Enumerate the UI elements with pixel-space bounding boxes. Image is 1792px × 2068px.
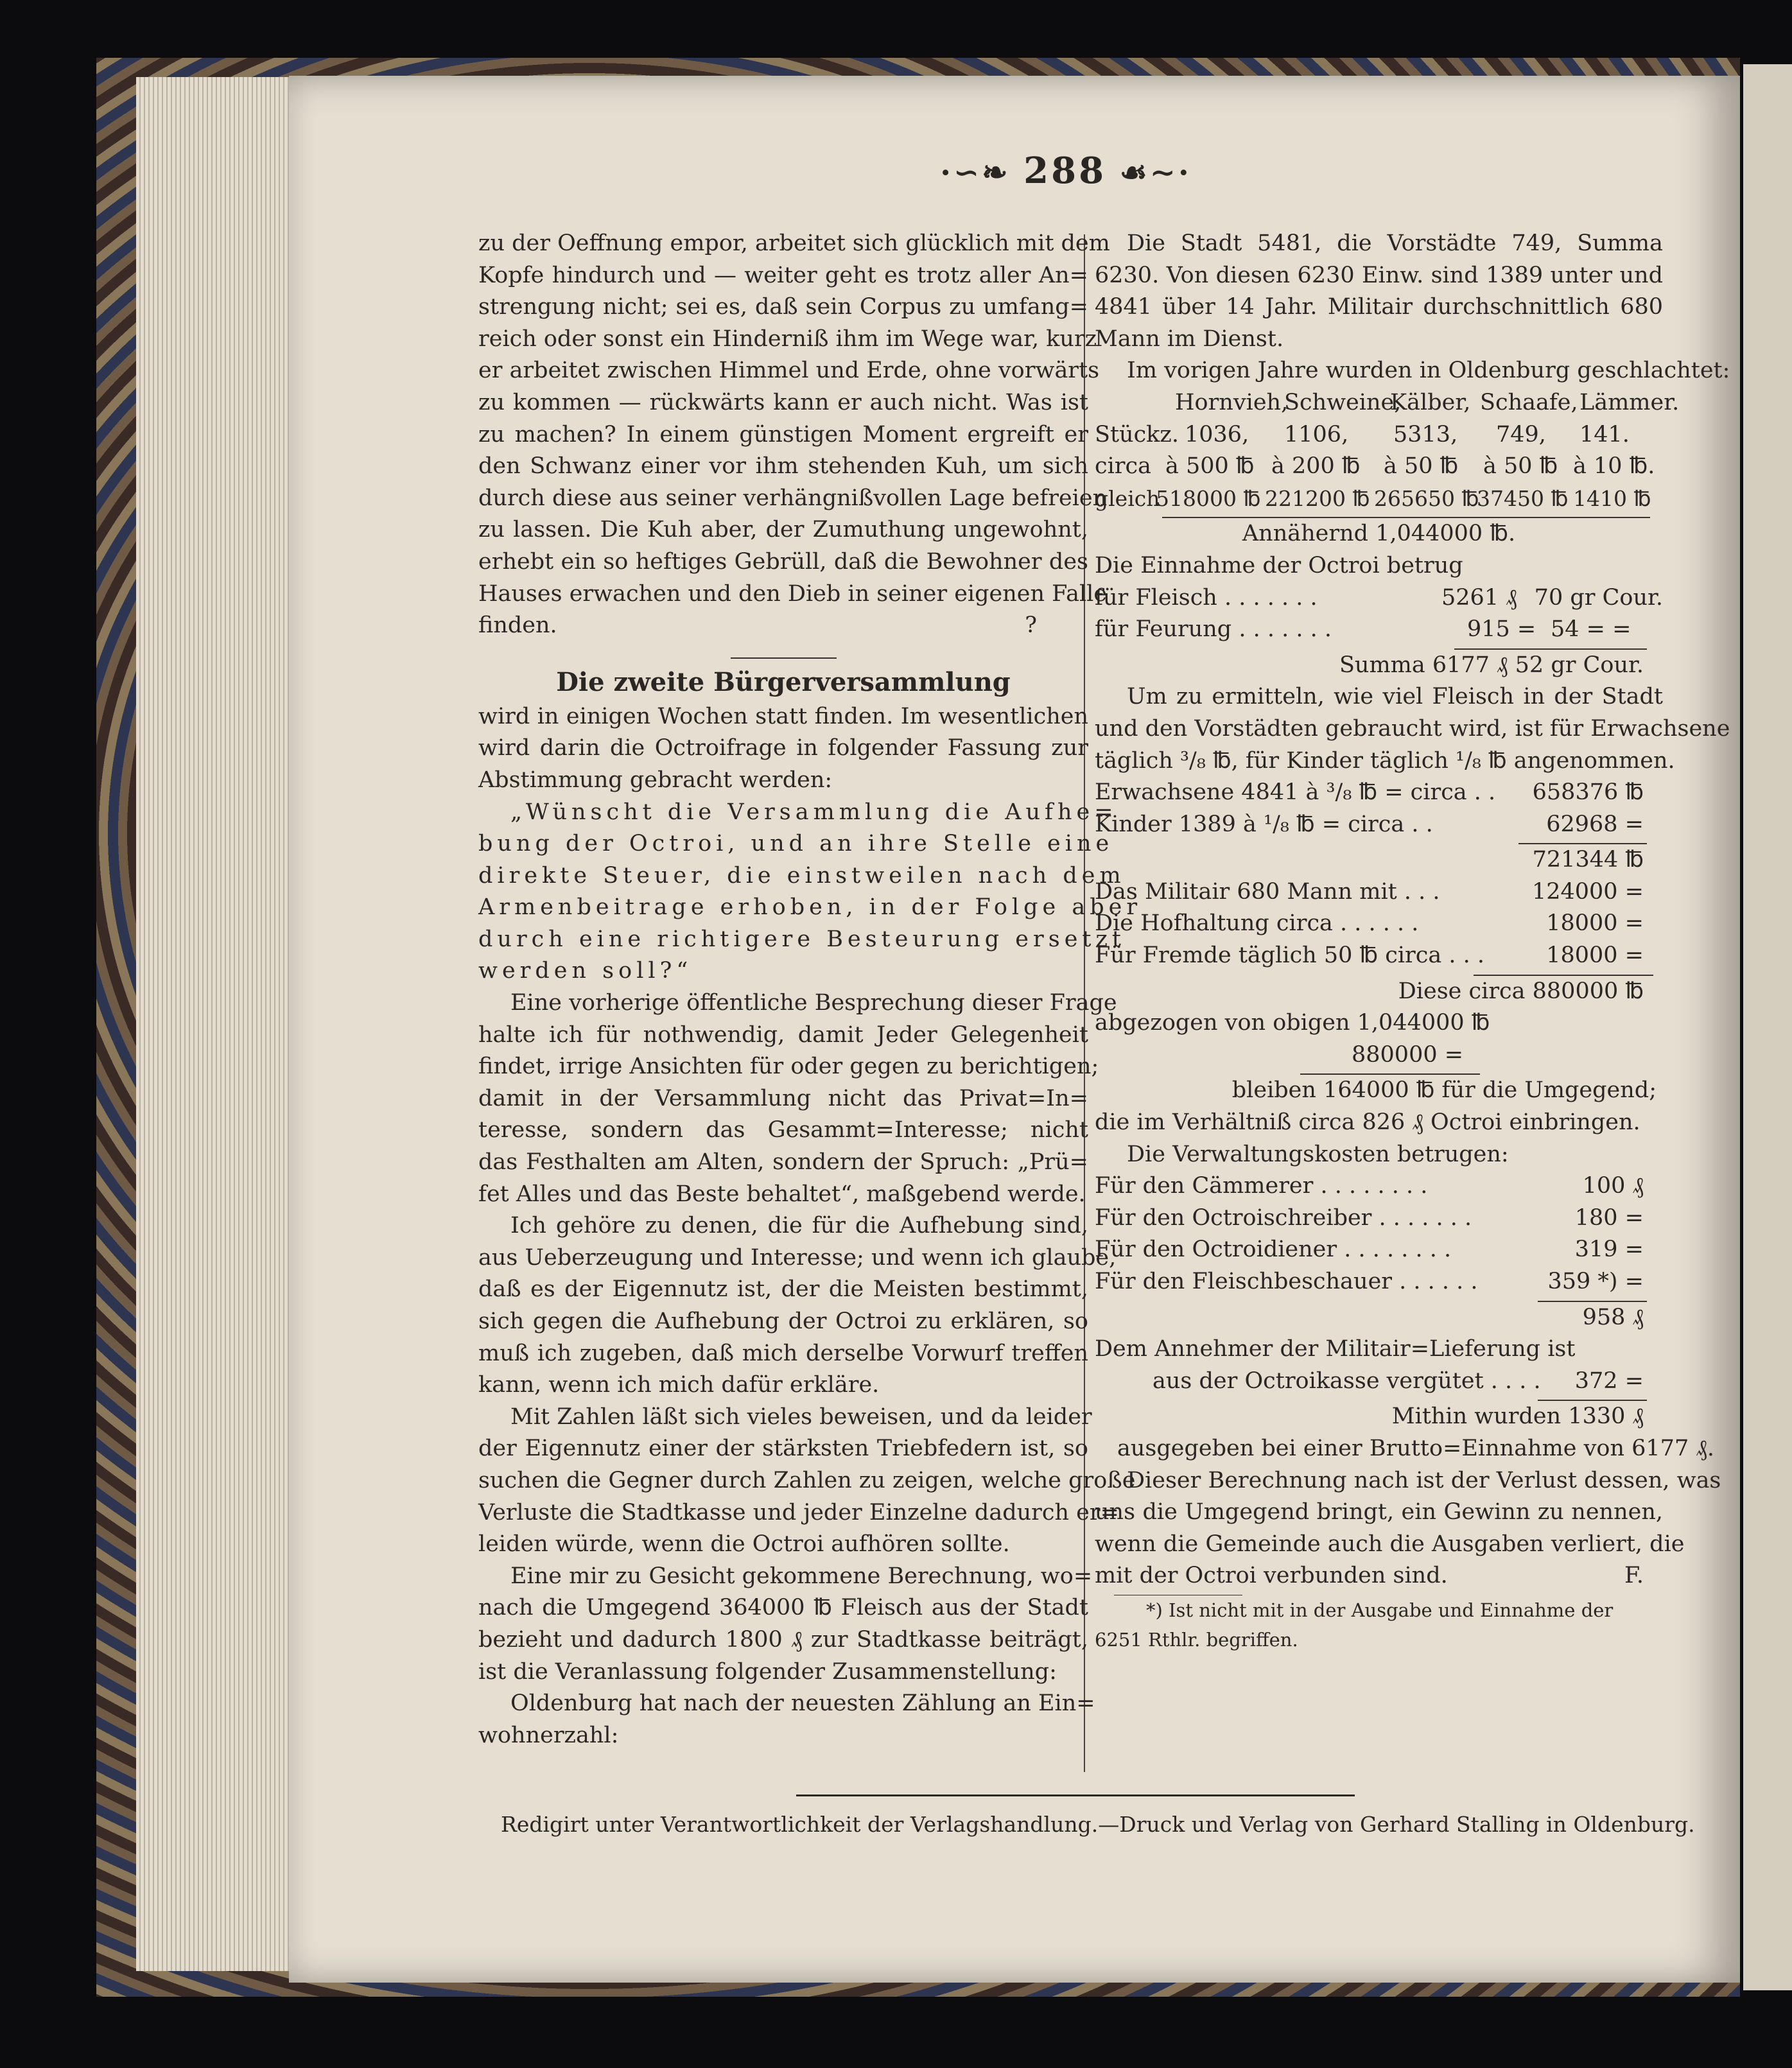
text-line: Die Stadt 5481, die Vorstädte 749, Summa [1127, 230, 1663, 256]
text-line: findet, irrige Ansichten für oder gegen zu berichtigen; [478, 1054, 1099, 1080]
income-row [1095, 582, 1663, 614]
right-column [1095, 228, 1730, 1655]
row-value: 70 gr Cour. [1534, 584, 1663, 611]
consumption-row [1095, 809, 1663, 841]
quote-line: direkte Steuer, die einstweilen nach dem [478, 862, 1126, 889]
row-value: 319 = [1574, 1237, 1644, 1263]
quote-line: bung der Octroi, und an ihre Stelle eine [478, 831, 1114, 857]
table-cell: 265650 ℔ [1374, 485, 1479, 511]
table-header-cell: Schweine, [1284, 389, 1402, 415]
table-header-cell: Schaafe, [1480, 389, 1578, 415]
table-cell: à 500 ℔ [1165, 453, 1255, 480]
text-line: die im Verhältniß circa 826 ₰ Octroi einbringen. [1095, 1109, 1640, 1136]
imprint-dash: — [1098, 1812, 1120, 1837]
row-label: Erwachsene 4841 à ³/₈ ℔ = circa . . [1095, 779, 1496, 806]
table-row [1095, 483, 1663, 515]
text-line: Dieser Berechnung nach ist der Verlust dessen, was [1127, 1467, 1721, 1493]
imprint-publisher: Druck und Verlag von Gerhard Stalling in Oldenburg. [1119, 1812, 1695, 1837]
text-line: Abstimmung gebracht werden: [478, 767, 833, 793]
text-line: der Eigennutz einer der stärksten Triebfedern ist, so [478, 1436, 1088, 1462]
text-line: zu der Oeffnung empor, arbeitet sich glücklich mit dem [478, 230, 1110, 256]
row-value: 180 = [1574, 1204, 1644, 1231]
extra-row [1095, 940, 1663, 972]
text-line: Verluste die Stadtkasse und jeder Einzelne dadurch er= [478, 1499, 1119, 1525]
text-line: Die Verwaltungskosten betrugen: [1127, 1141, 1509, 1167]
table-cell: 1036, [1185, 421, 1249, 447]
row-value: 5261 ₰ [1441, 584, 1517, 611]
text-line: Hauses erwachen und den Dieb in seiner eigenen Falle [478, 580, 1108, 607]
row-label: Für den Cämmerer . . . . . . . . [1095, 1173, 1428, 1199]
table-cell: Stückz. [1095, 421, 1179, 447]
page-edges [136, 77, 297, 1971]
table-row [1095, 419, 1663, 451]
text-line: Die Einnahme der Octroi betrug [1095, 552, 1463, 578]
text-line: bleiben 164000 ℔ für die Umgegend; [1231, 1077, 1657, 1104]
page-number-text: 288 [1023, 150, 1107, 192]
income-row [1095, 614, 1663, 646]
text-line: zu machen? In einem günstigen Moment ergreift er [478, 421, 1088, 447]
table-cell: circa [1095, 453, 1151, 480]
text-line: Ich gehöre zu denen, die für die Aufhebung sind, [510, 1213, 1088, 1239]
slaughter-table [1095, 387, 1680, 514]
table-header-cell: Hornvieh, [1175, 389, 1289, 415]
extra-row [1095, 908, 1663, 940]
text-line: Im vorigen Jahre wurden in Oldenburg geschlachtet: [1127, 358, 1730, 384]
text-fragment: finden. [478, 613, 557, 639]
text-line: daß es der Eigennutz ist, der die Meisten bestimmt, [478, 1276, 1088, 1303]
text-line: 4841 über 14 Jahr. Militair durchschnittlich 680 [1095, 294, 1663, 320]
row-label: Für den Fleischbeschauer . . . . . . [1095, 1269, 1478, 1294]
text-line: wird darin die Octroifrage in folgender Fassung zur [478, 735, 1088, 761]
text-line: sich gegen die Aufhebung der Octroi zu erklären, so [478, 1308, 1088, 1334]
text-fragment: mit der Octroi verbunden sind. [1095, 1563, 1448, 1589]
text-line: Mann im Dienst. [1095, 326, 1284, 352]
total-line: 958 ₰ [1582, 1304, 1644, 1330]
row-label: für Fleisch . . . . . . . [1095, 584, 1318, 611]
table-header-cell: Lämmer. [1579, 389, 1680, 415]
row-label: Für den Octroischreiber . . . . . . . [1095, 1204, 1472, 1231]
text-line: Mit Zahlen läßt sich vieles beweisen, und da leider [510, 1403, 1092, 1430]
table-cell: gleich [1095, 485, 1160, 511]
row-label: Für den Octroidiener . . . . . . . . [1095, 1237, 1452, 1263]
text-line: leiden würde, wenn die Octroi aufhören sollte. [478, 1531, 1010, 1558]
row-label: Das Militair 680 Mann mit . . . [1095, 878, 1440, 905]
text-line: 880000 = [1352, 1041, 1464, 1068]
ornament-right: ☙∼· [1106, 155, 1192, 191]
cost-row [1095, 1266, 1663, 1298]
text-line: strengung nicht; sei es, daß sein Corpus zu umfang= [478, 294, 1088, 320]
row-value: 372 = [1574, 1368, 1644, 1394]
text-line: Kopfe hindurch und — weiter geht es trotz aller An= [478, 262, 1088, 288]
text-line: suchen die Gegner durch Zahlen zu zeigen, welche große [478, 1467, 1136, 1493]
text-line: Eine vorherige öffentliche Besprechung dieser Frage [510, 990, 1117, 1016]
quote-line: „Wünscht die Versammlung die Aufhe= [510, 799, 1118, 825]
text-line: ist die Veranlassung folgender Zusammenstellung: [478, 1658, 1057, 1685]
signature: F. [1624, 1563, 1644, 1589]
text-line: damit in der Versammlung nicht das Privat=In= [478, 1085, 1088, 1111]
row-value: 915 = [1467, 616, 1536, 643]
text-line: uns die Umgegend bringt, ein Gewinn zu nennen, [1095, 1499, 1663, 1525]
facing-page-edge [1743, 64, 1792, 1990]
row-value: 18000 = [1546, 910, 1644, 937]
text-line: aus Ueberzeugung und Interesse; und wenn ich glaube, [478, 1244, 1117, 1271]
cost-row [1095, 1170, 1663, 1203]
page-number [886, 150, 1246, 192]
row-value: 658376 ℔ [1532, 779, 1644, 806]
section-rule [731, 657, 837, 659]
text-line: teresse, sondern das Gesammt=Interesse; nicht [478, 1117, 1088, 1143]
row-label: für Feurung . . . . . . . [1095, 616, 1332, 643]
row-value: 54 = = [1551, 616, 1631, 643]
table-cell: 141. [1579, 421, 1630, 447]
text-fragment: ? [1025, 613, 1037, 639]
imprint-editor: Redigirt unter Verantwortlichkeit der Verlagshandlung. [501, 1812, 1099, 1837]
table-cell: 518000 ℔ [1156, 485, 1261, 511]
row-label: aus der Octroikasse vergütet . . . . [1153, 1368, 1541, 1394]
section-heading: Die zweite Bürgerversammlung [556, 666, 1011, 697]
text-line [1095, 1560, 1663, 1592]
text-line: durch diese aus seiner verhängnißvollen Lage befreien [478, 485, 1108, 511]
total-line: Annähernd 1,044000 ℔. [1242, 521, 1516, 547]
total-line: Diese circa 880000 ℔ [1398, 978, 1644, 1004]
footnote: *) Ist nicht mit in der Ausgabe und Einnahme der [1146, 1599, 1614, 1621]
total-line: Mithin wurden 1330 ₰ [1391, 1403, 1644, 1430]
text-line: täglich ³/₈ ℔, für Kinder täglich ¹/₈ ℔ angenommen. [1095, 747, 1675, 774]
footnote: 6251 Rthlr. begriffen. [1095, 1628, 1298, 1651]
row-label: Kinder 1389 à ¹/₈ ℔ = circa . . [1095, 811, 1433, 837]
row-label: Für Fremde täglich 50 ℔ circa . . . [1095, 943, 1484, 969]
table-cell: 1106, [1284, 421, 1349, 447]
total-line: Summa 6177 ₰ 52 gr Cour. [1339, 652, 1644, 678]
text-line: Eine mir zu Gesicht gekommene Berechnung, wo= [510, 1563, 1093, 1589]
cost-row [1095, 1366, 1663, 1398]
text-line: reich oder sonst ein Hinderniß ihm im Wege war, kurz [478, 326, 1097, 352]
text-line: Um zu ermitteln, wie viel Fleisch in der Stadt [1127, 684, 1663, 710]
text-line: Dem Annehmer der Militair=Lieferung ist [1095, 1336, 1576, 1362]
quote-line: Armenbeitrage erhoben, in der Folge aber [478, 894, 1142, 921]
quote-line: werden soll?“ [478, 958, 693, 984]
text-line: erhebt ein so heftiges Gebrüll, daß die Bewohner des [478, 548, 1088, 575]
quote-line: durch eine richtigere Besteurung ersetzt [478, 926, 1126, 952]
table-row [1095, 451, 1663, 483]
text-line: wenn die Gemeinde auch die Ausgaben verliert, die [1095, 1531, 1685, 1557]
table-cell: 5313, [1393, 421, 1458, 447]
row-value: 359 *) = [1547, 1269, 1644, 1294]
table-cell: 221200 ℔ [1265, 485, 1370, 511]
consumption-row [1095, 777, 1663, 809]
table-cell: 37450 ℔ [1477, 485, 1569, 511]
ornament-left: ·∽❧ [940, 155, 1024, 191]
row-value: 124000 = [1531, 878, 1644, 905]
imprint [501, 1812, 1695, 1837]
table-cell: à 50 ℔ [1483, 453, 1558, 480]
text-line: wohnerzahl: [478, 1722, 619, 1748]
text-line [478, 610, 1088, 642]
row-label: Die Hofhaltung circa . . . . . . [1095, 910, 1419, 937]
text-line: wird in einigen Wochen statt finden. Im wesentlichen [478, 703, 1088, 729]
cost-row [1095, 1234, 1663, 1266]
cost-row [1095, 1203, 1663, 1235]
text-line: halte ich für nothwendig, damit Jeder Gelegenheit [478, 1021, 1088, 1048]
table-header-cell: Kälber, [1390, 389, 1471, 415]
row-value: 62968 = [1546, 811, 1644, 837]
footer-rule [796, 1794, 1355, 1796]
text-line: abgezogen von obigen 1,044000 ℔ [1095, 1010, 1490, 1036]
table-cell: 749, [1496, 421, 1546, 447]
text-line: Oldenburg hat nach der neuesten Zählung an Ein= [510, 1690, 1095, 1717]
table-header-row [1095, 387, 1680, 419]
text-line: muß ich zugeben, daß mich derselbe Vorwurf treffen [478, 1340, 1088, 1366]
text-line: 6230. Von diesen 6230 Einw. sind 1389 unter und [1095, 262, 1663, 288]
table-cell: à 200 ℔ [1271, 453, 1361, 480]
text-line: zu lassen. Die Kuh aber, der Zumuthung ungewohnt, [478, 517, 1088, 543]
text-line: bezieht und dadurch 1800 ₰ zur Stadtkasse beiträgt, [478, 1626, 1088, 1653]
text-line: kann, wenn ich mich dafür erkläre. [478, 1372, 880, 1398]
text-line: er arbeitet zwischen Himmel und Erde, ohne vorwärts [478, 358, 1100, 384]
text-line: das Festhalten am Alten, sondern der Spruch: „Prü= [478, 1149, 1088, 1176]
table-cell: à 10 ℔. [1573, 453, 1655, 480]
total-line: 721344 ℔ [1532, 847, 1644, 873]
text-line: fet Alles und das Beste behaltet“, maßgebend werde. [478, 1181, 1086, 1207]
row-value: 100 ₰ [1582, 1173, 1644, 1199]
text-line: nach die Umgegend 364000 ℔ Fleisch aus der Stadt [478, 1595, 1088, 1621]
text-line: und den Vorstädten gebraucht wird, ist für Erwachsene [1095, 715, 1730, 742]
text-line: den Schwanz einer vor ihm stehenden Kuh, um sich [478, 453, 1088, 480]
text-line: ausgegeben bei einer Brutto=Einnahme von 6177 ₰. [1117, 1435, 1714, 1461]
table-cell: 1410 ℔ [1573, 485, 1651, 511]
table-cell: à 50 ℔ [1384, 453, 1459, 480]
table-cell [1095, 387, 1175, 419]
text-line: zu kommen — rückwärts kann er auch nicht. Was ist [478, 389, 1088, 415]
row-value: 18000 = [1546, 943, 1644, 969]
extra-row [1095, 876, 1663, 908]
